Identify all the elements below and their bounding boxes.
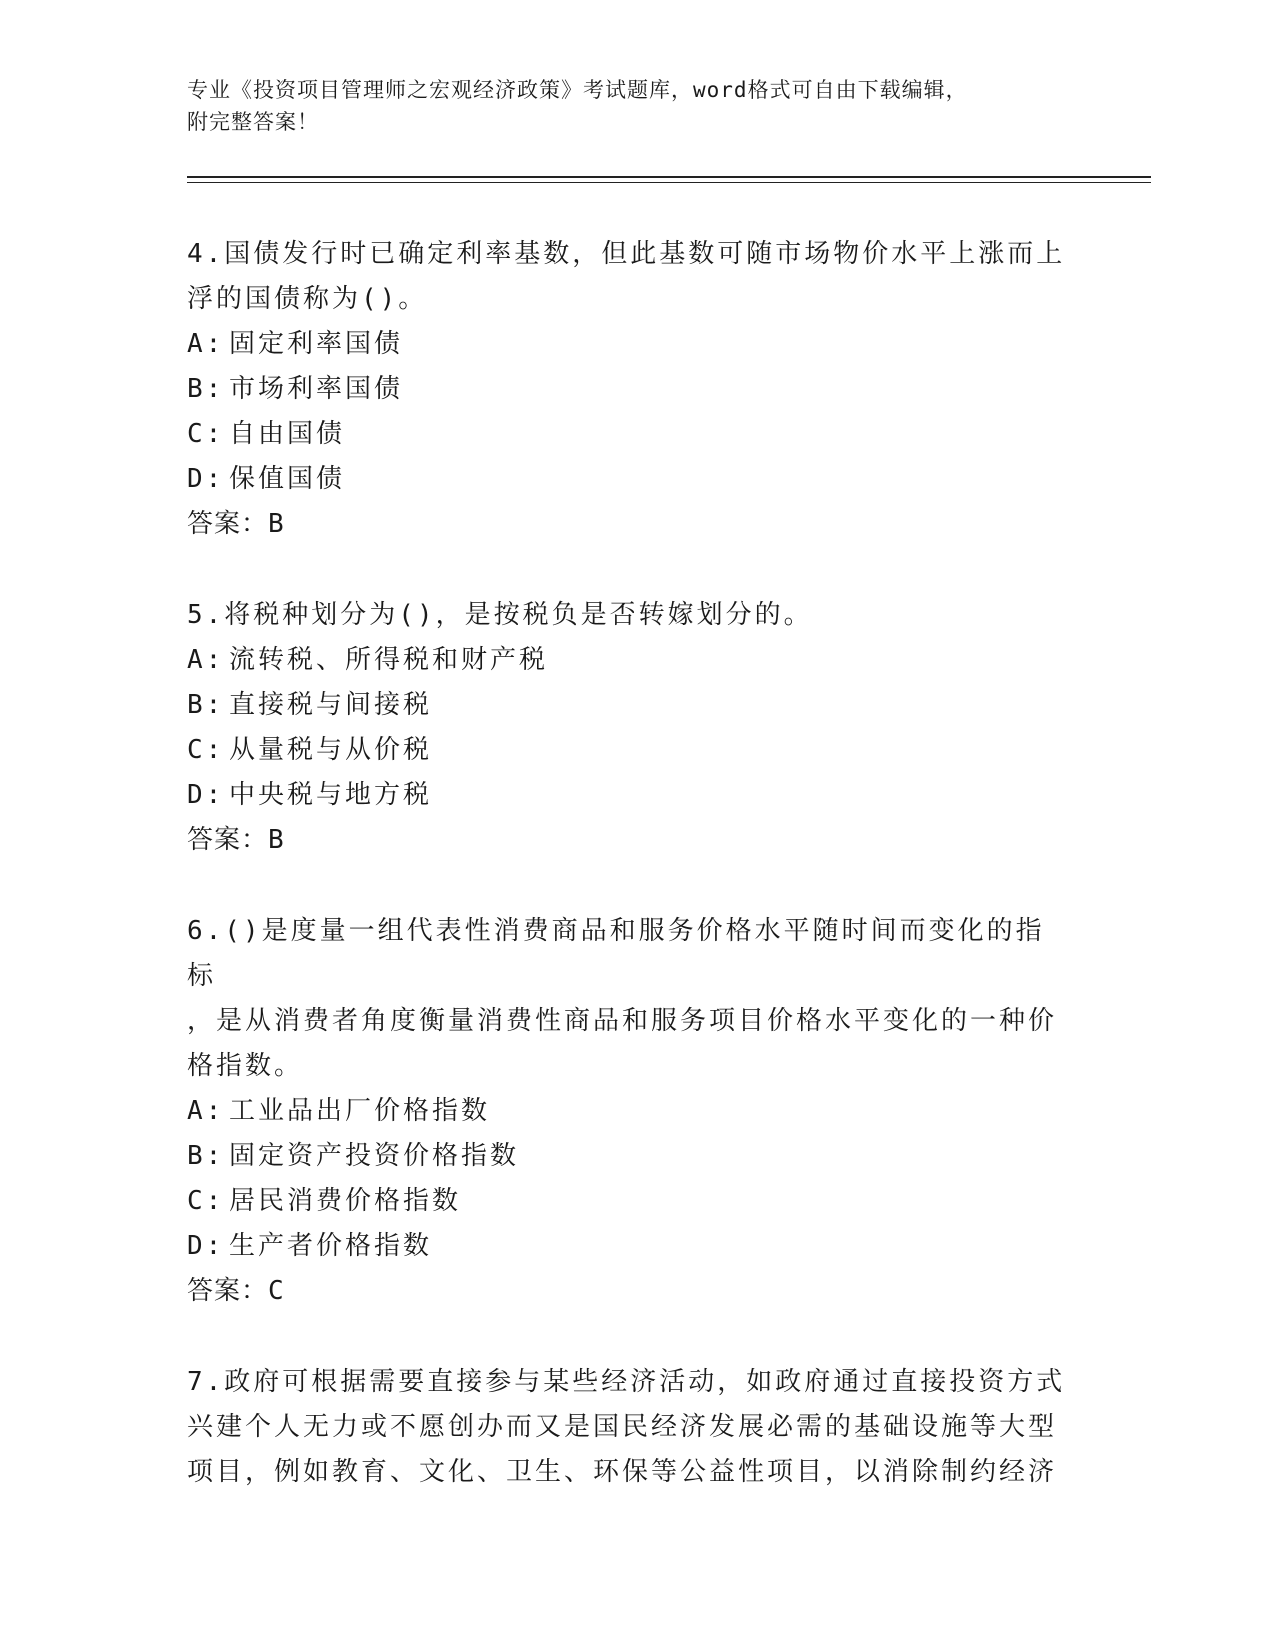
option-text: 工业品出厂价格指数: [229, 1096, 491, 1126]
option-d: [187, 773, 1067, 818]
option-d: [187, 457, 1067, 502]
question-list: [187, 232, 1067, 1541]
answer-line: [187, 502, 1067, 547]
question-stem-line: 浮的国债称为()。: [187, 284, 428, 314]
question-stem-line: 5.将税种划分为()，是按税负是否转嫁划分的。: [187, 600, 813, 630]
option-key: C:: [187, 1186, 225, 1216]
question-stem-line: 项目，例如教育、文化、卫生、环保等公益性项目，以消除制约经济: [187, 1457, 1058, 1487]
answer-line: [187, 1269, 1067, 1314]
answer-line: [187, 818, 1067, 863]
answer-label: 答案：: [187, 825, 269, 855]
answer-value: B: [268, 509, 284, 539]
header-intro-line-1: 专业《投资项目管理师之宏观经济政策》考试题库，word格式可自由下载编辑，: [187, 78, 968, 102]
option-a: [187, 322, 1067, 367]
option-text: 生产者价格指数: [229, 1231, 433, 1261]
option-text: 居民消费价格指数: [229, 1186, 462, 1216]
answer-value: B: [268, 825, 284, 855]
option-text: 自由国债: [229, 419, 346, 449]
question-item: [187, 1360, 1067, 1495]
question-stem-line: 兴建个人无力或不愿创办而又是国民经济发展必需的基础设施等大型: [187, 1412, 1058, 1442]
option-d: [187, 1224, 1067, 1269]
option-key: B:: [187, 374, 225, 404]
option-key: D:: [187, 780, 225, 810]
option-key: A:: [187, 645, 225, 675]
question-stem-line: 6.()是度量一组代表性消费商品和服务价格水平随时间而变化的指标: [187, 916, 1045, 991]
option-b: [187, 367, 1067, 412]
option-key: A:: [187, 1096, 225, 1126]
option-key: C:: [187, 419, 225, 449]
option-a: [187, 1089, 1067, 1134]
option-c: [187, 1179, 1067, 1224]
option-text: 中央税与地方税: [229, 780, 433, 810]
header-intro-line-2: 附完整答案！: [187, 110, 319, 134]
option-key: C:: [187, 735, 225, 765]
document-header: [187, 74, 1067, 138]
header-divider-thick: [187, 176, 1151, 178]
header-divider-thin: [187, 182, 1151, 183]
question-item: [187, 232, 1067, 547]
option-b: [187, 683, 1067, 728]
answer-value: C: [268, 1276, 284, 1306]
option-a: [187, 638, 1067, 683]
option-text: 从量税与从价税: [229, 735, 433, 765]
question-stem-line: 4.国债发行时已确定利率基数，但此基数可随市场物价水平上涨而上: [187, 239, 1066, 269]
answer-label: 答案：: [187, 1276, 269, 1306]
option-c: [187, 728, 1067, 773]
option-key: A:: [187, 329, 225, 359]
question-item: [187, 909, 1067, 1314]
option-key: D:: [187, 464, 225, 494]
option-text: 市场利率国债: [229, 374, 404, 404]
question-stem-line: 7.政府可根据需要直接参与某些经济活动，如政府通过直接投资方式: [187, 1367, 1066, 1397]
option-text: 直接税与间接税: [229, 690, 433, 720]
question-stem-line: ，是从消费者角度衡量消费性商品和服务项目价格水平变化的一种价: [187, 1006, 1058, 1036]
option-key: D:: [187, 1231, 225, 1261]
option-key: B:: [187, 1141, 225, 1171]
answer-label: 答案：: [187, 509, 269, 539]
option-text: 固定利率国债: [229, 329, 404, 359]
option-text: 固定资产投资价格指数: [229, 1141, 520, 1171]
question-stem-line: 格指数。: [187, 1051, 304, 1081]
question-item: [187, 593, 1067, 863]
option-key: B:: [187, 690, 225, 720]
option-text: 流转税、所得税和财产税: [229, 645, 549, 675]
option-text: 保值国债: [229, 464, 346, 494]
option-c: [187, 412, 1067, 457]
option-b: [187, 1134, 1067, 1179]
